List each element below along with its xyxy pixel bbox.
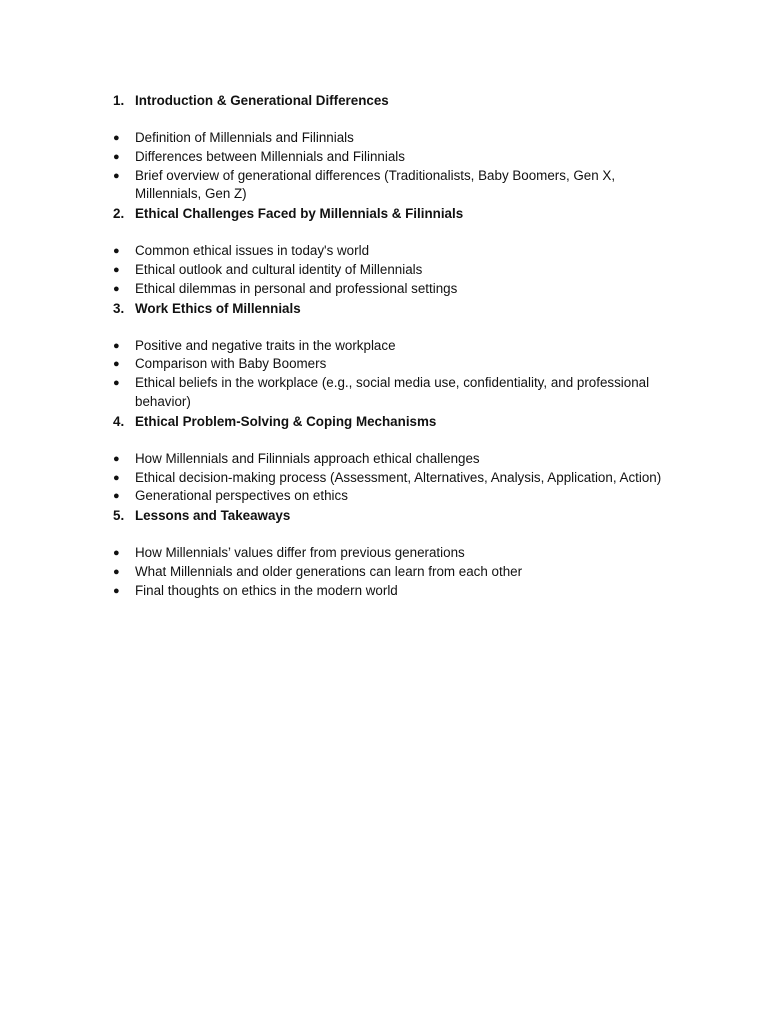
section-title: Introduction & Generational Differences xyxy=(135,93,389,108)
section-number: 2. xyxy=(113,206,125,222)
list-item-text: Definition of Millennials and Filinnials xyxy=(135,130,354,145)
list-item-text: Differences between Millennials and Filinnials xyxy=(135,148,405,164)
bullet-icon: ● xyxy=(113,547,120,560)
section-title: Ethical Challenges Faced by Millennials & Filinnials xyxy=(135,206,464,222)
list-item-text: Final thoughts on ethics in the modern world xyxy=(135,582,398,598)
section-number: 5. xyxy=(113,508,125,524)
list-item-text: Common ethical issues in today's world xyxy=(135,243,370,259)
list-item-text: Positive and negative traits in the workplace xyxy=(135,337,396,353)
bullet-icon: ● xyxy=(113,245,120,258)
bullet-icon: ● xyxy=(113,565,120,578)
list-item-text: What Millennials and older generations can learn from each other xyxy=(135,563,523,579)
list-item-text: How Millennials and Filinnials approach ethical challenges xyxy=(135,450,480,466)
list-item-text: Ethical decision-making process (Assessment, Alternatives, Analysis, Application, Action) xyxy=(135,469,662,485)
bullet-icon: ● xyxy=(113,452,120,465)
list-item xyxy=(113,544,673,563)
section-1 xyxy=(113,91,673,204)
list-item xyxy=(113,374,673,412)
list-item xyxy=(113,563,673,582)
list-item xyxy=(113,242,673,261)
bullet-icon: ● xyxy=(113,339,120,352)
bullet-icon: ● xyxy=(113,377,120,390)
list-item-text: Comparison with Baby Boomers xyxy=(135,356,327,372)
list-item xyxy=(113,148,673,167)
section-heading xyxy=(113,299,673,318)
list-item xyxy=(113,261,673,280)
outline xyxy=(113,91,673,601)
list-item-text: Ethical beliefs in the workplace (e.g., social media use, confidentiality, and professional behavior) xyxy=(135,375,650,409)
section-4 xyxy=(113,412,673,506)
section-heading xyxy=(113,91,673,110)
bullet-icon: ● xyxy=(113,169,120,182)
section-title: Lessons and Takeaways xyxy=(135,508,291,524)
section-heading xyxy=(113,506,673,525)
list-item-text: Brief overview of generational differences (Traditionalists, Baby Boomers, Gen X, Millennials, Gen Z) xyxy=(135,167,616,202)
list-item-text: Ethical dilemmas in personal and professional settings xyxy=(135,280,458,296)
list-item xyxy=(113,280,673,299)
section-heading xyxy=(113,412,673,431)
section-heading xyxy=(113,204,673,223)
bullet-icon: ● xyxy=(113,132,120,144)
bullet-icon: ● xyxy=(113,263,120,276)
list-item xyxy=(113,355,673,374)
section-3 xyxy=(113,299,673,412)
section-2 xyxy=(113,204,673,298)
list-item xyxy=(113,487,673,506)
list-item-text: How Millennials’ values differ from previous generations xyxy=(135,545,465,561)
list-item-text: Generational perspectives on ethics xyxy=(135,488,348,504)
list-item xyxy=(113,337,673,356)
list-item xyxy=(113,582,673,601)
bullet-icon: ● xyxy=(113,490,120,503)
section-5 xyxy=(113,506,673,600)
list-item xyxy=(113,129,673,148)
bullet-icon: ● xyxy=(113,584,120,597)
list-item xyxy=(113,469,673,488)
list-item xyxy=(113,450,673,469)
section-number: 1. xyxy=(113,93,125,108)
list-item-text: Ethical outlook and cultural identity of Millennials xyxy=(135,261,423,277)
section-number: 4. xyxy=(113,413,125,429)
bullet-list xyxy=(113,544,673,600)
bullet-list xyxy=(113,242,673,298)
bullet-icon: ● xyxy=(113,150,120,163)
bullet-icon: ● xyxy=(113,471,120,484)
bullet-list xyxy=(113,337,673,412)
bullet-icon: ● xyxy=(113,358,120,371)
section-number: 3. xyxy=(113,300,125,316)
section-title: Work Ethics of Millennials xyxy=(135,300,301,316)
list-item xyxy=(113,167,673,205)
section-title: Ethical Problem-Solving & Coping Mechanisms xyxy=(135,413,437,429)
bullet-list xyxy=(113,450,673,506)
bullet-list xyxy=(113,129,673,204)
bullet-icon: ● xyxy=(113,282,120,295)
